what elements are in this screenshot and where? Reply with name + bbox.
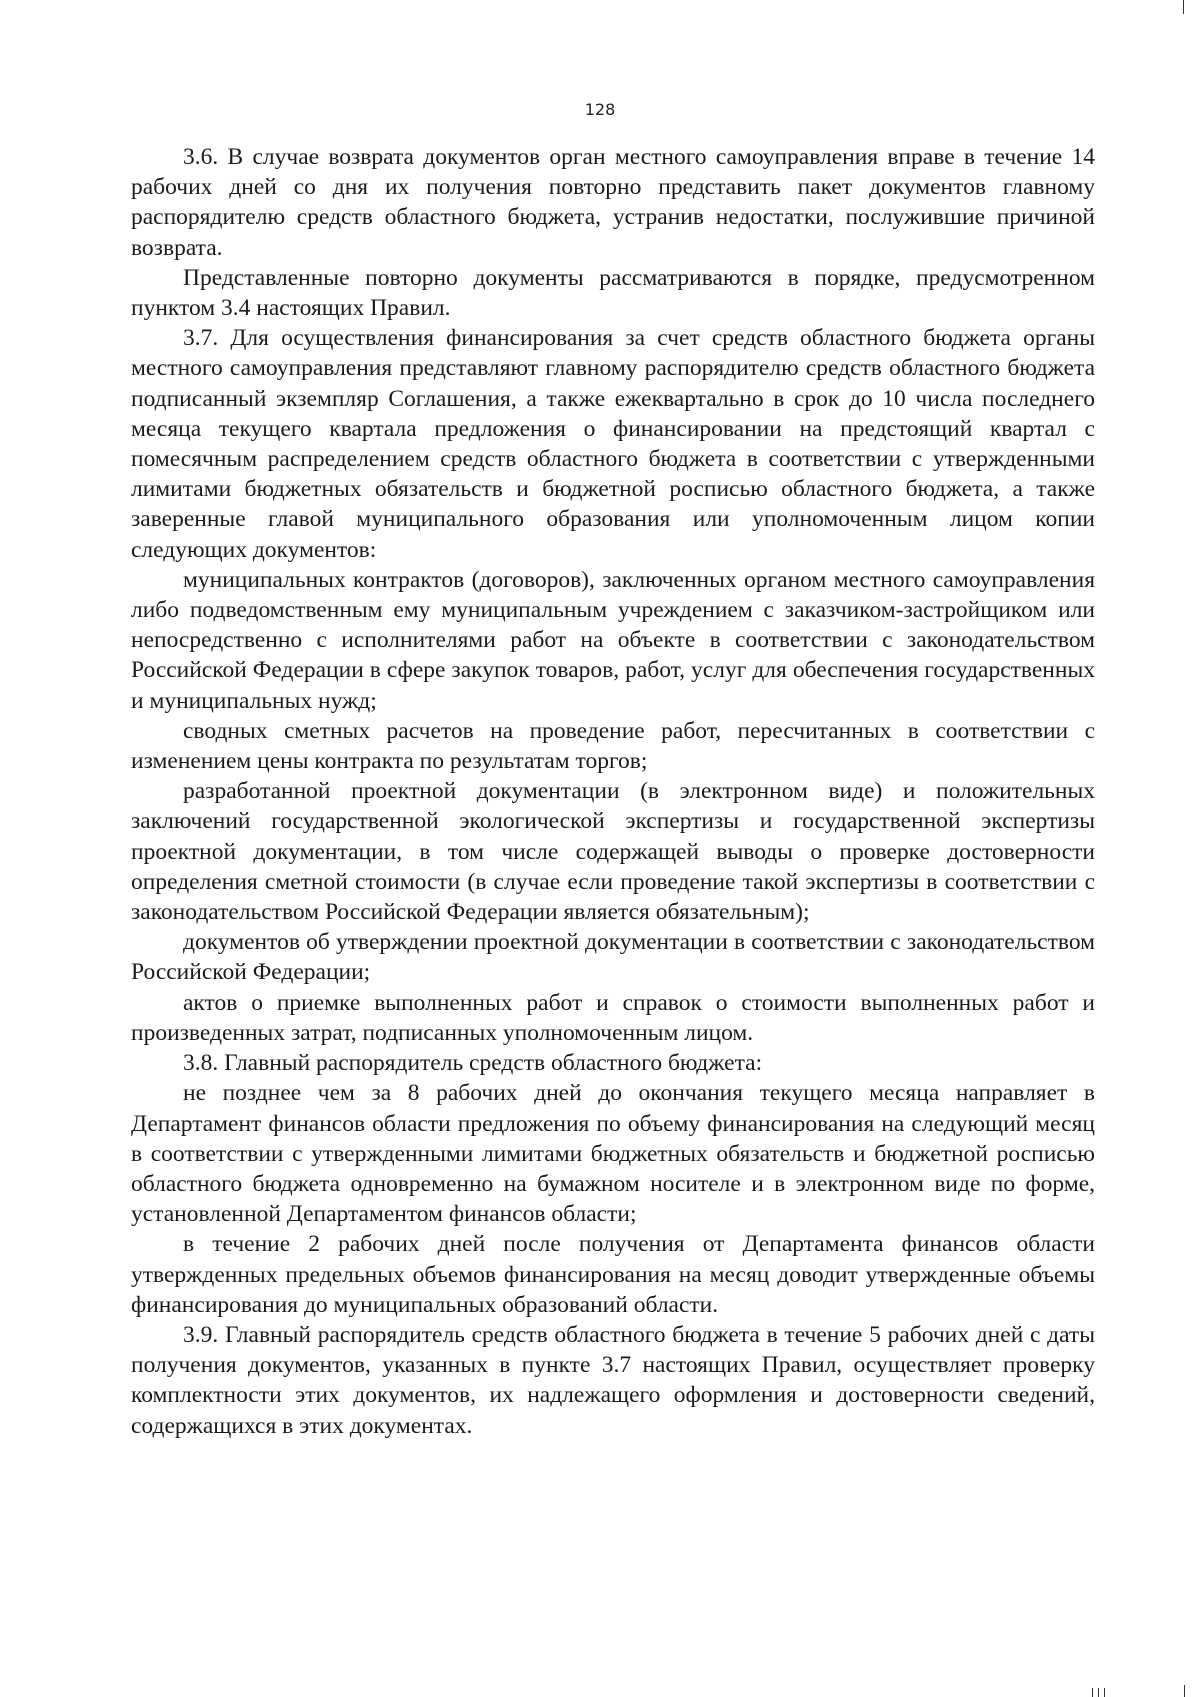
scan-edge-mark [1092,1688,1093,1697]
paragraph-resubmission: Представленные повторно документы рассматриваются в порядке, предусмотренном пунктом 3.4 настоящих Правил. [131,264,1095,322]
list-item-project-docs: разработанной проектной документации (в электронном виде) и положительных заключений государственной экологической экспертизы и государственной экспертизы проектной документации, в том числе содержащей выводы о проверке достоверности определения сметной стоимости (в случае если проведение такой экспертизы в соответствии с законодательством Российской Федерации является обязательным); [131,778,1095,926]
scan-edge-mark [1184,1685,1185,1697]
paragraph-3-8: 3.8. Главный распорядитель средств областного бюджета: [183,1050,763,1077]
list-item-limits: в течение 2 рабочих дней после получения от Департамента финансов области утвержденных предельных объемов финансирования на месяц доводит утвержденные объемы финансирования до муниципальных образований области. [131,1231,1095,1318]
paragraph-3-6: 3.6. В случае возврата документов орган местного самоуправления вправе в течение 14 рабочих дней со дня их получения повторно представить пакет документов главному распорядителю средств областного бюджета, устранив недостатки, послужившие причиной возврата. [131,144,1095,261]
paragraph-3-7: 3.7. Для осуществления финансирования за счет средств областного бюджета органы местного самоуправления представляют главному распорядителю средств областного бюджета подписанный экземпляр Соглашения, а также ежеквартально в срок до 10 числа последнего месяца текущего квартала предложения о финансировании на предстоящий квартал с помесячным распределением средств областного бюджета в соответствии с утвержденными лимитами бюджетных обязательств и бюджетной росписью областного бюджета, а также заверенные главой муниципального образования или уполномоченным лицом копии следующих документов: [131,325,1095,563]
list-item-acts: актов о приемке выполненных работ и справок о стоимости выполненных работ и произведенных затрат, подписанных уполномоченным лицом. [131,989,1095,1046]
scan-edge-mark [1098,1688,1099,1697]
body-text [131,142,1095,1441]
list-item-estimates: сводных сметных расчетов на проведение работ, пересчитанных в соответствии с изменением цены контракта по результатам торгов; [131,717,1095,775]
list-item-contracts: муниципальных контрактов (договоров), заключенных органом местного самоуправления либо подведомственным ему муниципальным учреждением с заказчиком-застройщиком или непосредственно с исполнителями работ на объекте в соответствии с законодательством Российской Федерации в сфере закупок товаров, работ, услуг для обеспечения государственных и муниципальных нужд; [131,566,1095,714]
paragraph-3-9: 3.9. Главный распорядитель средств областного бюджета в течение 5 рабочих дней с даты получения документов, указанных в пункте 3.7 настоящих Правил, осуществляет проверку комплектности этих документов, их надлежащего оформления и достоверности сведений, содержащихся в этих документах. [131,1321,1095,1439]
page-number: 128 [584,100,616,119]
scan-edge-mark [1183,0,1184,14]
scan-edge-mark [1104,1688,1105,1697]
list-item-monthly-proposals: не позднее чем за 8 рабочих дней до окончания текущего месяца направляет в Департамент финансов области предложения по объему финансирования на следующий месяц в соответствии с утвержденными лимитами бюджетных обязательств и бюджетной росписью областного бюджета одновременно на бумажном носителе и в электронном виде по форме, установленной Департаментом финансов области; [131,1080,1095,1228]
list-item-approval-docs: документов об утверждении проектной документации в соответствии с законодательством Российской Федерации; [131,929,1095,986]
